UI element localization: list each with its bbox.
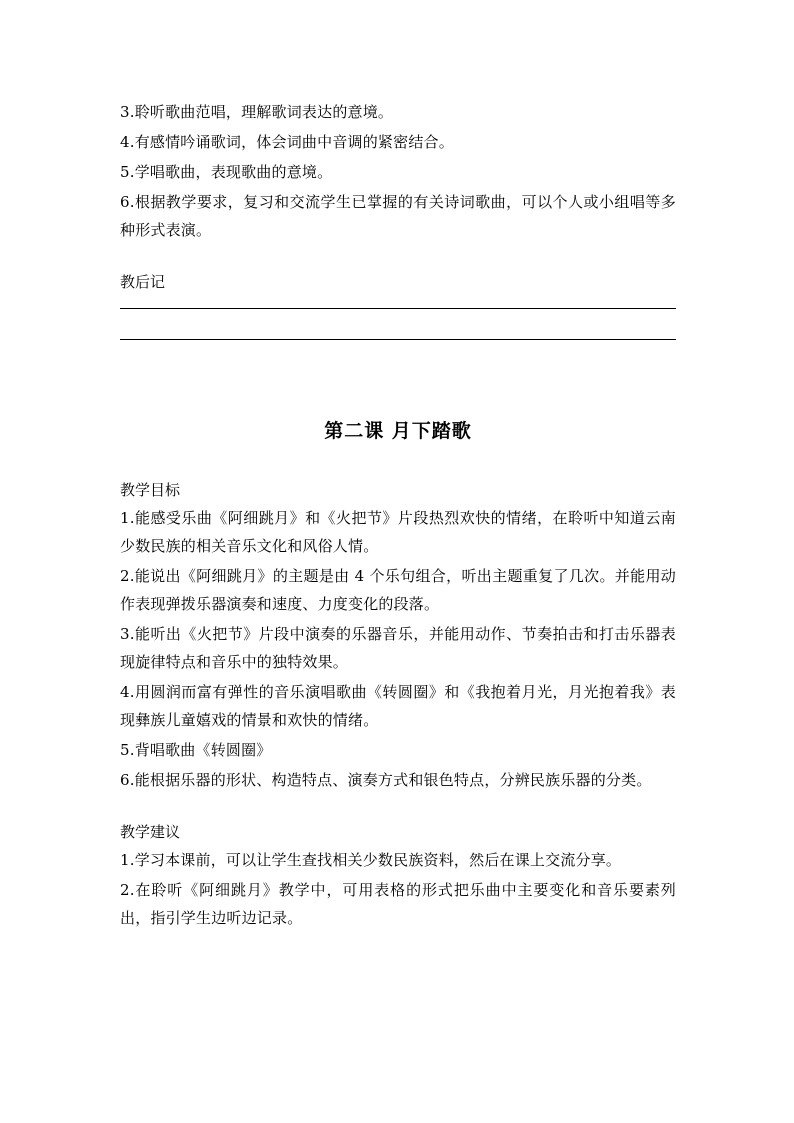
list-item: 2.能说出《阿细跳月》的主题是由 4 个乐句组合，听出主题重复了几次。并能用动作表现弹拨乐器演奏和速度、力度变化的段落。 xyxy=(120,567,676,613)
suggestions-list xyxy=(120,846,676,932)
notes-label: 教后记 xyxy=(120,273,166,291)
spacer xyxy=(120,796,676,818)
spacer xyxy=(120,309,676,339)
list-item: 1.学习本课前，可以让学生查找相关少数民族资料，然后在课上交流分享。 xyxy=(120,851,622,869)
spacer xyxy=(120,246,676,268)
list-item: 5.学唱歌曲，表现歌曲的意境。 xyxy=(120,163,333,181)
suggestions-label: 教学建议 xyxy=(120,823,181,841)
list-item: 4.用圆润而富有弹性的音乐演唱歌曲《转圆圈》和《我抱着月光，月光抱着我》表现彝族儿童嬉戏的情景和欢快的情绪。 xyxy=(120,683,676,729)
list-item: 6.根据教学要求，复习和交流学生已掌握的有关诗词歌曲，可以个人或小组唱等多种形式表演。 xyxy=(120,193,676,239)
objectives-label: 教学目标 xyxy=(120,481,181,499)
spacer xyxy=(120,446,676,476)
list-item: 6.能根据乐器的形状、构造特点、演奏方式和银色特点，分辨民族乐器的分类。 xyxy=(120,771,652,789)
list-item: 4.有感情吟诵歌词，体会词曲中音调的紧密结合。 xyxy=(120,133,454,151)
document-page xyxy=(120,98,676,934)
spacer xyxy=(120,296,676,308)
section1-list xyxy=(120,98,676,244)
spacer xyxy=(120,340,676,416)
list-item: 1.能感受乐曲《阿细跳月》和《火把节》片段热烈欢快的情绪，在聆听中知道云南少数民族的相关音乐文化和风俗人情。 xyxy=(120,509,676,555)
list-item: 2.在聆听《阿细跳月》教学中，可用表格的形式把乐曲中主要变化和音乐要素列出，指引学生边听边记录。 xyxy=(120,881,676,927)
list-item: 3.能听出《火把节》片段中演奏的乐器音乐，并能用动作、节奏拍击和打击乐器表现旋律特点和音乐中的独特效果。 xyxy=(120,625,676,671)
list-item: 3.聆听歌曲范唱，理解歌词表达的意境。 xyxy=(120,103,394,121)
list-item: 5.背唱歌曲《转圆圈》 xyxy=(120,741,272,759)
lesson-title: 第二课 月下踏歌 xyxy=(324,420,472,442)
objectives-list xyxy=(120,504,676,794)
